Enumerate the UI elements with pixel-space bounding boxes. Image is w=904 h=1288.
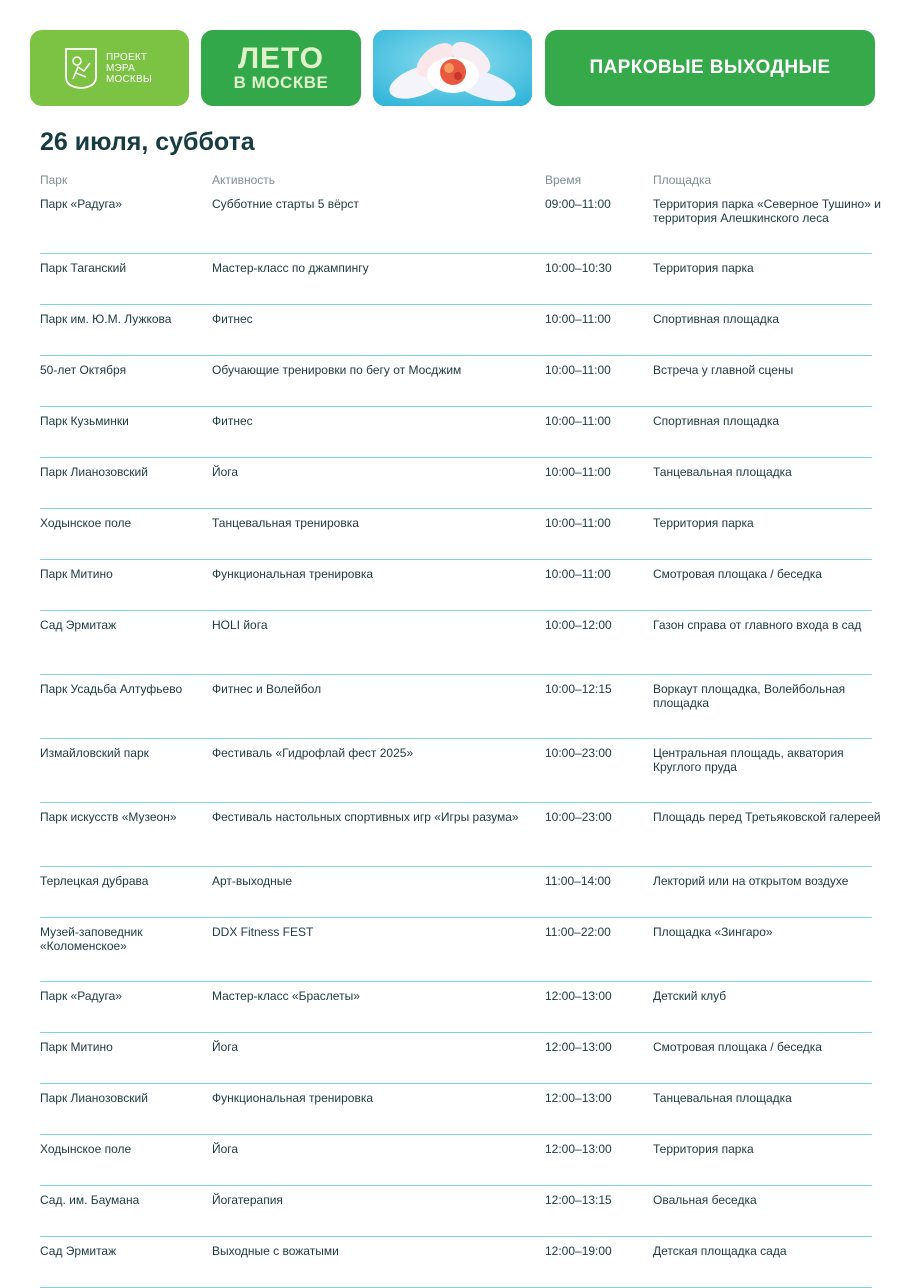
activity-cell: Йога: [212, 1040, 239, 1054]
activity-cell: Фестиваль «Гидрофлай фест 2025»: [212, 746, 414, 760]
park-cell: Ходынское поле: [40, 1142, 132, 1156]
park-cell: Парк Лианозовский: [40, 1091, 148, 1105]
park-weekends-banner: [545, 30, 875, 106]
activity-cell: Мастер-класс «Браслеты»: [212, 989, 360, 1003]
venue-cell: Территория парка: [653, 1142, 754, 1156]
time-cell: 10:00–23:00: [545, 746, 612, 760]
park-cell: Парк им. Ю.М. Лужкова: [40, 312, 172, 326]
time-cell: 10:00–11:00: [545, 312, 611, 326]
schedule-table: [40, 190, 881, 1288]
time-cell: 09:00–11:00: [545, 197, 611, 211]
table-row: [40, 611, 872, 675]
activity-cell: Функциональная тренировка: [212, 567, 374, 581]
time-cell: 10:00–12:00: [545, 618, 612, 632]
table-row: [40, 356, 872, 407]
column-header-time: Время: [545, 173, 582, 187]
activity-cell: Фитнес и Волейбол: [212, 682, 322, 696]
activity-cell: Фитнес: [212, 312, 253, 326]
park-cell: Парк Усадьба Алтуфьево: [40, 682, 183, 696]
table-row: [40, 803, 881, 867]
table-row: [40, 739, 872, 803]
time-cell: 12:00–13:00: [545, 1040, 612, 1054]
venue-cell: Танцевальная площадка: [653, 465, 792, 479]
leto-title: ЛЕТО: [238, 42, 324, 75]
activity-cell: Функциональная тренировка: [212, 1091, 374, 1105]
time-cell: 12:00–13:00: [545, 1142, 612, 1156]
activity-cell: Йогатерапия: [212, 1193, 283, 1207]
time-cell: 11:00–22:00: [545, 925, 611, 939]
activity-cell: Выходные с вожатыми: [212, 1244, 339, 1258]
park-cell: Парк Лианозовский: [40, 465, 148, 479]
activity-cell: Обучающие тренировки по бегу от Мосджим: [212, 363, 462, 377]
activity-cell: Фитнес: [212, 414, 253, 428]
park-cell: Парк искусств «Музеон»: [40, 810, 177, 824]
venue-cell: Воркаут площадка, Волейбольная площадка: [653, 682, 846, 710]
time-cell: 12:00–13:15: [545, 1193, 612, 1207]
table-row: [40, 458, 872, 509]
venue-cell: Овальная беседка: [653, 1193, 757, 1207]
leto-subtitle: В МОСКВЕ: [233, 73, 329, 92]
table-row: [40, 305, 872, 356]
venue-cell: Территория парка «Северное Тушино» и территория Алешкинского леса: [653, 197, 881, 225]
park-weekends-title: ПАРКОВЫЕ ВЫХОДНЫЕ: [589, 57, 831, 78]
time-cell: 12:00–13:00: [545, 989, 612, 1003]
mayor-project-banner: [30, 30, 189, 106]
venue-cell: Детская площадка сада: [653, 1244, 787, 1258]
flower-illustration-icon: [373, 30, 532, 106]
time-cell: 10:00–11:00: [545, 414, 611, 428]
venue-cell: Лекторий или на открытом воздухе: [653, 874, 849, 888]
venue-cell: Площадка «Зингаро»: [653, 925, 773, 939]
venue-cell: Площадь перед Третьяковской галереей: [653, 810, 881, 824]
venue-cell: Танцевальная площадка: [653, 1091, 792, 1105]
time-cell: 11:00–14:00: [545, 874, 611, 888]
park-cell: Парк Таганский: [40, 261, 127, 275]
table-row: [40, 509, 872, 560]
table-row: [40, 254, 872, 305]
activity-cell: Мастер-класс по джампингу: [212, 261, 369, 275]
activity-cell: Танцевальная тренировка: [212, 516, 359, 530]
time-cell: 10:00–12:15: [545, 682, 612, 696]
park-cell: Сад Эрмитаж: [40, 1244, 117, 1258]
venue-cell: Спортивная площадка: [653, 312, 779, 326]
column-header-activity: Активность: [212, 173, 276, 187]
venue-cell: Встреча у главной сцены: [653, 363, 794, 377]
table-row: [40, 1084, 872, 1135]
venue-cell: Смотровая площака / беседка: [653, 1040, 822, 1054]
park-cell: Парк Кузьминки: [40, 414, 129, 428]
venue-cell: Газон справа от главного входа в сад: [653, 618, 862, 632]
park-cell: Ходынское поле: [40, 516, 132, 530]
flower-banner: [373, 30, 532, 106]
venue-cell: Детский клуб: [653, 989, 727, 1003]
venue-cell: Смотровая площака / беседка: [653, 567, 822, 581]
time-cell: 10:00–11:00: [545, 465, 611, 479]
park-cell: Сад Эрмитаж: [40, 618, 117, 632]
activity-cell: Йога: [212, 1142, 239, 1156]
activity-cell: DDX Fitness FEST: [212, 925, 314, 939]
table-row: [40, 407, 872, 458]
time-cell: 10:00–11:00: [545, 567, 611, 581]
activity-cell: Субботние старты 5 вёрст: [212, 197, 359, 211]
venue-cell: Спортивная площадка: [653, 414, 779, 428]
column-header-park: Парк: [40, 173, 68, 187]
time-cell: 12:00–19:00: [545, 1244, 612, 1258]
table-row: [40, 675, 872, 739]
park-cell: Парк Митино: [40, 567, 113, 581]
park-cell: Измайловский парк: [40, 746, 149, 760]
park-cell: Парк Митино: [40, 1040, 113, 1054]
table-row: [40, 918, 872, 982]
moscow-emblem-icon: [64, 47, 98, 89]
park-cell: Парк «Радуга»: [40, 989, 122, 1003]
time-cell: 10:00–11:00: [545, 516, 611, 530]
park-cell: 50-лет Октября: [40, 363, 127, 377]
time-cell: 12:00–13:00: [545, 1091, 612, 1105]
venue-cell: Центральная площадь, акватория Круглого пруда: [653, 746, 844, 774]
table-row: [40, 1135, 872, 1186]
park-cell: Сад. им. Баумана: [40, 1193, 140, 1207]
table-row: [40, 1033, 872, 1084]
park-cell: Терлецкая дубрава: [40, 874, 149, 888]
column-header-venue: Площадка: [653, 173, 712, 187]
time-cell: 10:00–10:30: [545, 261, 612, 275]
table-row: [40, 1186, 872, 1237]
time-cell: 10:00–11:00: [545, 363, 611, 377]
park-cell: Парк «Радуга»: [40, 197, 122, 211]
activity-cell: HOLI йога: [212, 618, 268, 632]
table-row: [40, 190, 881, 254]
table-row: [40, 1237, 872, 1288]
leto-v-moskve-banner: [201, 30, 361, 106]
activity-cell: Йога: [212, 465, 239, 479]
table-row: [40, 560, 872, 611]
park-cell: Музей-заповедник «Коломенское»: [40, 925, 143, 953]
venue-cell: Территория парка: [653, 261, 754, 275]
table-row: [40, 867, 872, 918]
table-row: [40, 982, 872, 1033]
time-cell: 10:00–23:00: [545, 810, 612, 824]
activity-cell: Арт-выходные: [212, 874, 293, 888]
activity-cell: Фестиваль настольных спортивных игр «Игры разума»: [212, 810, 519, 824]
venue-cell: Территория парка: [653, 516, 754, 530]
mayor-project-label: ПРОЕКТ МЭРА МОСКВЫ: [106, 51, 152, 85]
page-title: 26 июля, суббота: [40, 128, 255, 156]
